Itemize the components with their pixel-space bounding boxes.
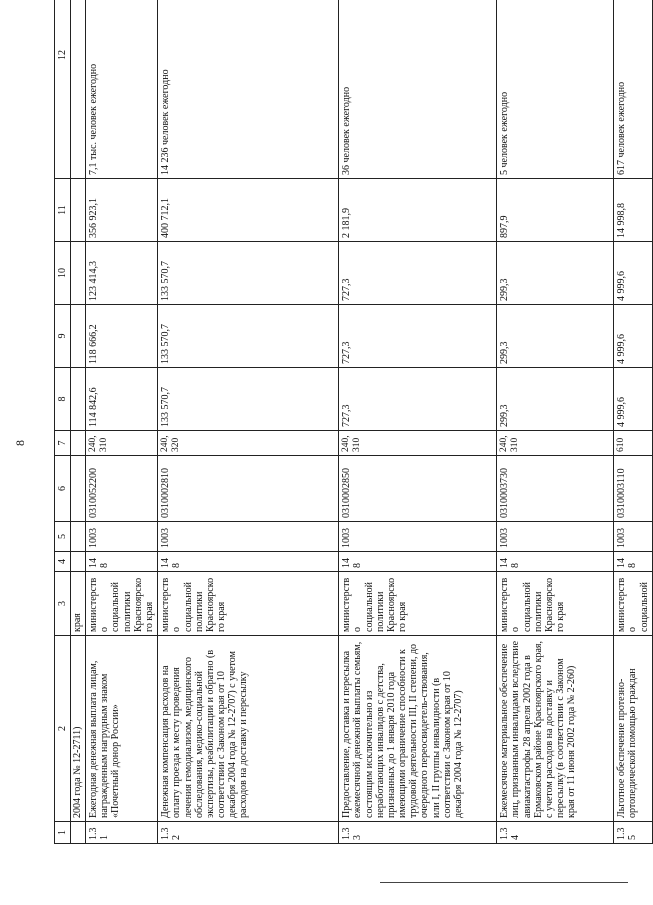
amount-year-1: 4 999,6 <box>614 368 653 431</box>
amount-total: 14 998,8 <box>614 179 653 242</box>
row-number: 1.35 <box>614 822 653 844</box>
table-row <box>497 0 614 844</box>
column-number: 3 <box>55 572 71 636</box>
expected-result: 7,1 тыс. человек ежегодно <box>86 0 158 179</box>
amount-year-3: 727,3 <box>339 242 497 305</box>
expected-result: 5 человек ежегодно <box>497 0 614 179</box>
code-csr: 0310003110 <box>614 456 653 522</box>
column-number: 10 <box>55 242 71 305</box>
code-rzpr: 1003 <box>158 522 339 552</box>
amount-year-1: 727,3 <box>339 368 497 431</box>
code-grbs: 148 <box>614 552 653 572</box>
cell-empty <box>71 456 86 522</box>
code-rzpr: 1003 <box>614 522 653 552</box>
table-row <box>614 0 653 844</box>
measure-name: Ежегодная денежная выплата лицам, награжденным нагрудным знаком «Почетный донор России» <box>86 636 158 822</box>
row-number: 1.32 <box>158 822 339 844</box>
cell-empty <box>71 522 86 552</box>
continuation-row <box>71 0 86 844</box>
code-grbs: 148 <box>497 552 614 572</box>
measure-name: Денежная компенсация расходов на оплату проезда к месту проведения лечения гемодиализом, медицинского обследования, медико-социальной экспертизы, реабилитации и обратно (в соответствии с Законом края от 10 декабря 2004 года № 12-2707) с учетом расходов на доставку и пересылку <box>158 636 339 822</box>
code-rzpr: 1003 <box>86 522 158 552</box>
column-number: 11 <box>55 179 71 242</box>
cell-empty <box>71 368 86 431</box>
amount-year-2: 727,3 <box>339 305 497 368</box>
continuation-agency: края <box>71 572 86 636</box>
code-rzpr: 1003 <box>339 522 497 552</box>
column-number-row <box>55 0 71 844</box>
amount-total: 2 181,9 <box>339 179 497 242</box>
column-number: 4 <box>55 552 71 572</box>
code-grbs: 148 <box>339 552 497 572</box>
row-number: 1.31 <box>86 822 158 844</box>
amount-year-2: 118 666,2 <box>86 305 158 368</box>
amount-year-2: 133 570,7 <box>158 305 339 368</box>
table-row <box>158 0 339 844</box>
page-bottom-rule <box>380 882 628 883</box>
column-number: 1 <box>55 822 71 844</box>
measure-name: Ежемесячное материальное обеспечение лиц, признанным инвалидами вследствие авиакатастрофы 28 апреля 2002 года в Ермаковском районе Красноярского края, с учетом расходов на доставку и пересылку (в соответствии с Законом края от 11 июня 2002 года № 2-260) <box>497 636 614 822</box>
code-csr: 0310002810 <box>158 456 339 522</box>
column-number: 5 <box>55 522 71 552</box>
column-number: 9 <box>55 305 71 368</box>
agency: министерство социальной политики Красноярского края <box>497 572 614 636</box>
amount-year-1: 114 842,6 <box>86 368 158 431</box>
measure-name: Предоставление, доставка и пересылка ежемесячной денежной выплаты семьям, состоящим исключительно из неработающих инвалидов с детства, признанных до 1 января 2010 года имеющими ограничение способности к трудовой деятельности III, II степени, до очередного переосвидетель-ствования, или I, II группы инвалидности (в соответствии с Законом края от 10 декабря 2004 года № 12-2707) <box>339 636 497 822</box>
rotated-table-wrapper <box>54 32 650 844</box>
amount-year-2: 4 999,6 <box>614 305 653 368</box>
code-grbs: 148 <box>158 552 339 572</box>
code-vr: 240, 310 <box>339 431 497 456</box>
code-rzpr: 1003 <box>497 522 614 552</box>
amount-year-3: 299,3 <box>497 242 614 305</box>
cell-empty <box>71 552 86 572</box>
row-number: 1.34 <box>497 822 614 844</box>
cell-empty <box>71 179 86 242</box>
cell-empty <box>71 242 86 305</box>
table-row <box>339 0 497 844</box>
page-number: 8 <box>13 440 27 446</box>
column-number: 8 <box>55 368 71 431</box>
agency: министерство социальной <box>614 572 653 636</box>
agency: министерство социальной политики Красноярского края <box>158 572 339 636</box>
row-number: 1.33 <box>339 822 497 844</box>
cell-empty <box>71 305 86 368</box>
measure-name: Льготное обеспечение протезно-ортопедической помощью граждан <box>614 636 653 822</box>
code-csr: 0310002850 <box>339 456 497 522</box>
expected-result: 617 человек ежегодно <box>614 0 653 179</box>
column-number: 12 <box>55 0 71 179</box>
table-row <box>86 0 158 844</box>
code-csr: 0310003730 <box>497 456 614 522</box>
amount-year-1: 133 570,7 <box>158 368 339 431</box>
program-measures-table <box>54 0 653 844</box>
amount-total: 400 712,1 <box>158 179 339 242</box>
agency: министерство социальной политики Красноярского края <box>86 572 158 636</box>
cell-empty <box>71 822 86 844</box>
code-csr: 0310052200 <box>86 456 158 522</box>
expected-result: 14 236 человек ежегодно <box>158 0 339 179</box>
column-number: 2 <box>55 636 71 822</box>
code-vr: 240, 310 <box>86 431 158 456</box>
code-vr: 610 <box>614 431 653 456</box>
agency: министерство социальной политики Красноярского края <box>339 572 497 636</box>
column-number: 7 <box>55 431 71 456</box>
expected-result: 36 человек ежегодно <box>339 0 497 179</box>
continuation-name: 2004 года № 12-2711) <box>71 636 86 822</box>
amount-total: 897,9 <box>497 179 614 242</box>
code-vr: 240, 310 <box>497 431 614 456</box>
amount-total: 356 923,1 <box>86 179 158 242</box>
amount-year-3: 4 999,6 <box>614 242 653 305</box>
code-vr: 240, 320 <box>158 431 339 456</box>
column-number: 6 <box>55 456 71 522</box>
cell-empty <box>71 431 86 456</box>
amount-year-3: 123 414,3 <box>86 242 158 305</box>
amount-year-1: 299,3 <box>497 368 614 431</box>
amount-year-2: 299,3 <box>497 305 614 368</box>
amount-year-3: 133 570,7 <box>158 242 339 305</box>
code-grbs: 148 <box>86 552 158 572</box>
cell-empty <box>71 0 86 179</box>
